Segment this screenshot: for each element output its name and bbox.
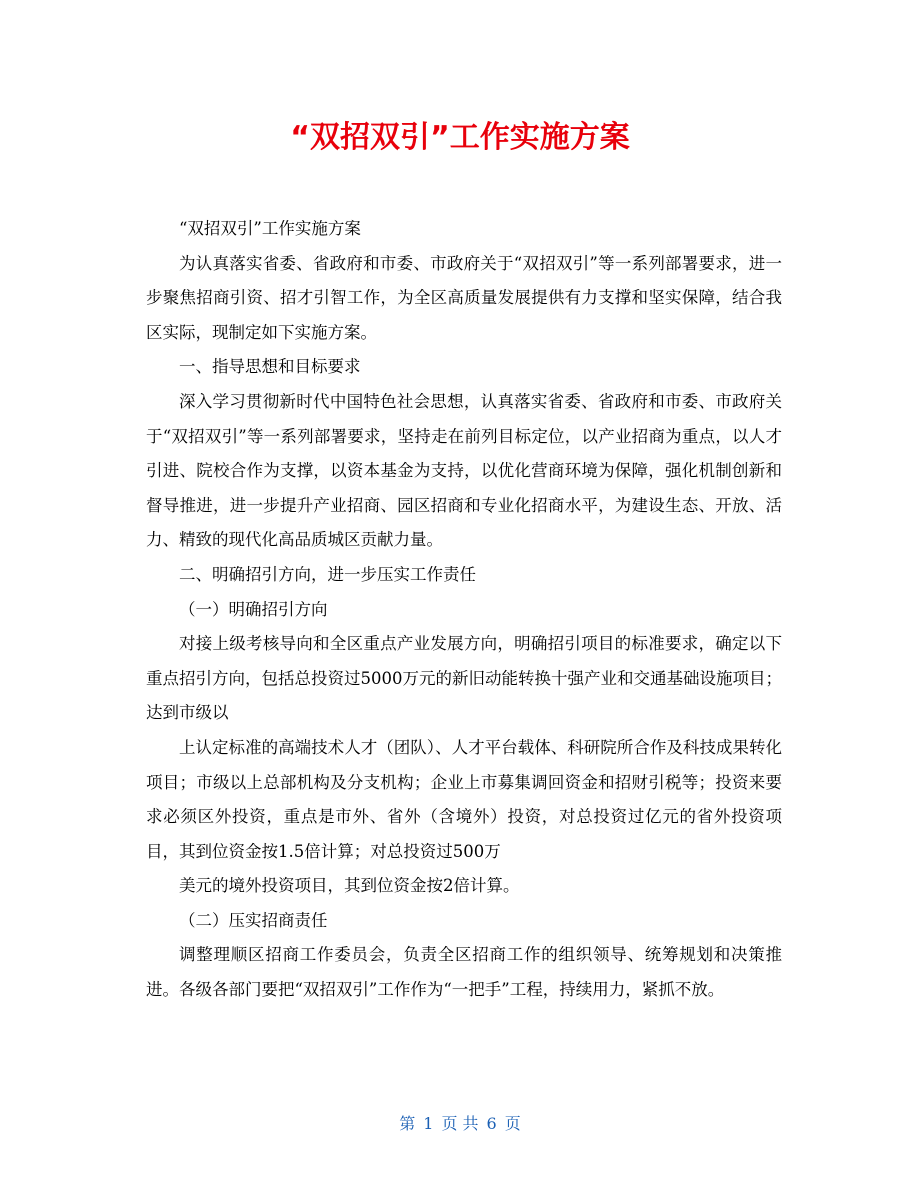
section-heading-1: 一、指导思想和目标要求 bbox=[179, 357, 361, 377]
footer-current-page: 1 bbox=[423, 1114, 434, 1133]
paragraph-repeat-title: “双招双引”工作实施方案 bbox=[179, 219, 361, 238]
footer-prefix: 第 bbox=[399, 1114, 416, 1133]
subsection-heading-2: （二）压实招商责任 bbox=[179, 910, 328, 930]
footer-total-pages: 6 bbox=[486, 1114, 497, 1133]
document-title: “双招双引”工作实施方案 bbox=[290, 120, 630, 155]
footer-mid: 页 共 bbox=[441, 1114, 479, 1133]
section-heading-2: 二、明确招引方向，进一步压实工作责任 bbox=[179, 564, 476, 584]
paragraph-guiding-thought: 深入学习贯彻新时代中国特色社会思想，认真落实省委、省政府和市委、市政府关于“双招双引”等一系列部署要求，坚持走在前列目标定位，以产业招商为重点，以人才引进、院校合作为支撑，以资本基金为支持，以优化营商环境为保障，强化机制创新和督导推进，进一步提升产业招商、园区招商和专业化招商水平，为建设生态、开放、活力、精致的现代化高品质城区贡献力量。 bbox=[146, 391, 782, 550]
paragraph-direction-c: 美元的境外投资项目，其到位资金按2倍计算。 bbox=[179, 876, 520, 896]
document-body bbox=[146, 212, 782, 1008]
paragraph-intro: 为认真落实省委、省政府和市委、市政府关于“双招双引”等一系列部署要求，进一步聚焦招商引资、招才引智工作，为全区高质量发展提供有力支撑和坚实保障，结合我区实际，现制定如下实施方案。 bbox=[146, 253, 782, 342]
subsection-heading-1: （一）明确招引方向 bbox=[179, 599, 328, 619]
paragraph-responsibility: 调整理顺区招商工作委员会，负责全区招商工作的组织领导、统筹规划和决策推进。各级各部门要把“双招双引”工作作为“一把手”工程，持续用力，紧抓不放。 bbox=[146, 945, 782, 1000]
footer-suffix: 页 bbox=[504, 1114, 521, 1133]
page-number-footer bbox=[0, 1112, 920, 1136]
paragraph-direction-b: 上认定标准的高端技术人才（团队）、人才平台载体、科研院所合作及科技成果转化项目；市级以上总部机构及分支机构；企业上市募集调回资金和招财引税等；投资来要求必须区外投资，重点是市外、省外（含境外）投资，对总投资过亿元的省外投资项目，其到位资金按1.5倍计算；对总投资过500万 bbox=[146, 737, 782, 861]
paragraph-direction-a: 对接上级考核导向和全区重点产业发展方向，明确招引项目的标准要求，确定以下重点招引方向，包括总投资过5000万元的新旧动能转换十强产业和交通基础设施项目；达到市级以 bbox=[146, 634, 782, 723]
